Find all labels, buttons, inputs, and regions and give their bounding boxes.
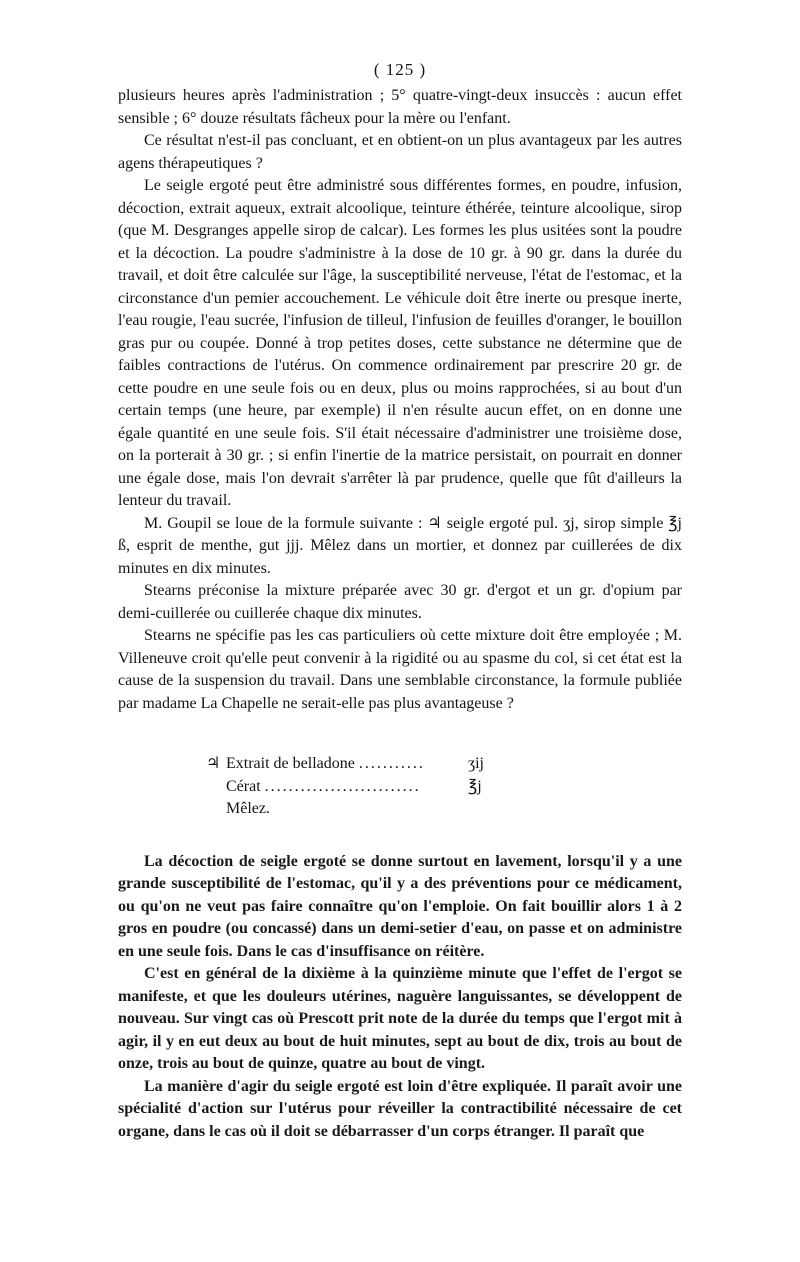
paragraph: La décoction de seigle ergoté se donne surtout en lavement, lorsqu'il y a une grande susceptibilité de l'estomac, qu'il y a des préventions pour ce médicament, ou qu'on ne veut pas faire connaître qu'on l'emploie. On fait bouillir alors 1 à 2 gros en poudre (ou concassé) dans un demi-setier d'eau, on passe et on administre en une seule fois. Dans le cas d'insuffisance on réitère. — [118, 852, 682, 960]
page-body-bottom — [118, 851, 682, 1144]
formula-ingredient: Cérat — [226, 777, 261, 795]
formula-leader: .......................... — [264, 777, 421, 795]
formula-dose: ʒij — [468, 755, 484, 772]
formula-row — [206, 776, 496, 799]
formula-row — [206, 798, 496, 821]
paragraph: M. Goupil se loue de la formule suivante : ♃ seigle ergoté pul. ʒj, sirop simple ℥j ß, esprit de menthe, gut jjj. Mêlez dans un mortier, et donnez par cuillerées de dix minutes en dix minutes. — [118, 514, 682, 577]
paragraph: C'est en général de la dixième à la quinzième minute que l'effet de l'ergot se manifeste, et que les douleurs utérines, naguère languissantes, se développent de nouveau. Sur vingt cas où Prescott prit note de la durée du temps que l'ergot mit à agir, il y en eut deux au bout de huit minutes, sept au bout de dix, trois au bout de onze, trois au bout de quinze, quatre au bout de vingt. — [118, 965, 682, 1072]
formula-leader: ........... — [358, 755, 425, 772]
formula-instruction: Mêlez. — [226, 800, 270, 817]
paragraph: Ce résultat n'est-il pas concluant, et en obtient-on un plus avantageux par les autres agens thérapeutiques ? — [118, 132, 682, 172]
paragraph: Le seigle ergoté peut être administré sous différentes formes, en poudre, infusion, décoction, extrait aqueux, extrait alcoolique, teinture éthérée, teinture alcoolique, sirop (que M. Desgranges appelle sirop de calcar). Les formes les plus usitées sont la poudre et la décoction. La poudre s'administre à la dose de 10 gr. à 90 gr. dans la durée du travail, et doit être calculée sur l'âge, la susceptibilité nerveuse, l'état de l'estomac, et la circonstance d'un pemier accouchement. Le véhicule doit être inerte ou presque inerte, l'eau rougie, l'eau sucrée, l'infusion de tilleul, l'infusion de feuilles d'oranger, le bouillon gras pur ou coupée. Donné à trop petites doses, cette substance ne détermine que de faibles contractions de l'utérus. On commence ordinairement par prescrire 20 gr. de cette poudre en une seule fois ou en deux, plus ou moins rapprochées, si au bout d'un certain temps (une heure, par exemple) il n'en résulte aucun effet, on en donne une égale quantité en une seule fois. S'il était nécessaire d'administrer une troisième dose, on la porterait à 30 gr. ; si enfin l'inertie de la matrice persistait, on pourrait en donner une égale dose, mais l'on devrait s'arrêter là par prudence, quelle que fût d'ailleurs la lenteur du travail. — [118, 177, 682, 509]
prescription-formula — [206, 753, 496, 821]
recipe-symbol: ♃ — [206, 755, 221, 772]
paragraph: Stearns préconise la mixture préparée avec 30 gr. d'ergot et un gr. d'opium par demi-cuillerée ou cuillerée chaque dix minutes. — [118, 582, 682, 622]
paragraph: La manière d'agir du seigle ergoté est loin d'être expliquée. Il paraît avoir une spécialité d'action sur l'utérus pour réveiller la contractibilité nécessaire de cet organe, dans le cas où il doit se débarrasser d'un corps étranger. Il paraît que — [118, 1077, 682, 1140]
formula-row — [206, 753, 496, 776]
paragraph: Stearns ne spécifie pas les cas particuliers où cette mixture doit être employée ; M. Villeneuve croit qu'elle peut convenir à la rigidité ou au spasme du col, si cet état est la cause de la suspension du travail. Dans une semblable circonstance, la formule publiée par madame La Chapelle ne serait-elle pas plus avantageuse ? — [118, 627, 682, 712]
page-body — [118, 85, 682, 1143]
paragraph: plusieurs heures après l'administration ; 5° quatre-vingt-deux insuccès : aucun effet sensible ; 6° douze résultats fâcheux pour la mère ou l'enfant. — [118, 87, 682, 127]
page-number: ( 125 ) — [373, 60, 427, 79]
formula-dose: ℥j — [468, 777, 482, 795]
formula-ingredient: Extrait de belladone — [226, 755, 355, 772]
